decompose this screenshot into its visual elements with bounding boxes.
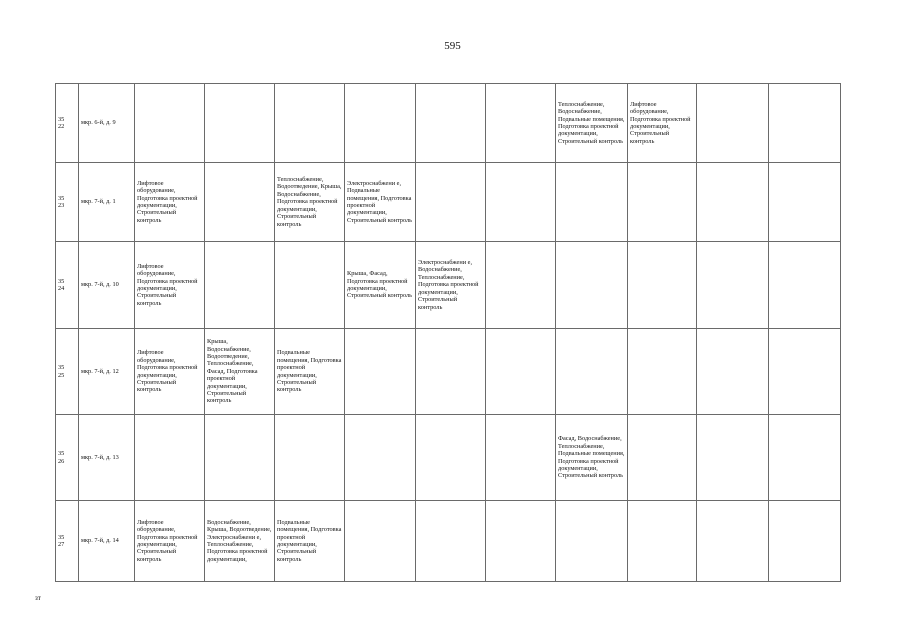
work-type-cell — [628, 163, 697, 242]
work-type-cell: Крыша, Водоснабжение, Водоотведение, Теплоснабжение, Фасад, Подготовка проектной документации, Строительный контроль — [205, 329, 275, 415]
work-type-cell — [345, 84, 416, 163]
work-type-cell — [205, 415, 275, 501]
row-number-cell — [56, 501, 79, 582]
work-type-cell: Лифтовое оборудование, Подготовка проектной документации, Строительный контроль — [135, 163, 205, 242]
address-cell: мкр. 7-й, д. 10 — [79, 242, 135, 329]
work-type-cell — [205, 163, 275, 242]
work-type-cell — [205, 242, 275, 329]
row-number-part: 35 — [58, 450, 65, 458]
work-type-cell — [628, 501, 697, 582]
empty-cell — [769, 163, 841, 242]
empty-cell — [769, 242, 841, 329]
row-number-cell — [56, 329, 79, 415]
work-type-cell — [416, 163, 486, 242]
work-type-cell: Электроснабжени е, Водоснабжение, Теплоснабжение, Подготовка проектной документации, Строительный контроль — [416, 242, 486, 329]
address-cell: мкр. 6-й, д. 9 — [79, 84, 135, 163]
work-type-cell — [135, 415, 205, 501]
work-type-cell — [628, 415, 697, 501]
row-number-cell — [56, 84, 79, 163]
row-number-part: 35 — [58, 277, 65, 285]
row-number-part: 26 — [58, 457, 65, 465]
table-row — [56, 84, 841, 163]
work-type-cell — [345, 329, 416, 415]
address-cell: мкр. 7-й, д. 1 — [79, 163, 135, 242]
work-type-cell — [486, 501, 556, 582]
table-row — [56, 242, 841, 329]
table-row — [56, 163, 841, 242]
work-type-cell — [486, 163, 556, 242]
work-type-cell: Теплоснабжение, Водоотведение, Крыша, Водоснабжение, Подготовка проектной документации, Строительный контроль — [275, 163, 345, 242]
work-type-cell — [416, 415, 486, 501]
row-number-part: 24 — [58, 285, 65, 292]
work-type-cell — [205, 84, 275, 163]
work-type-cell — [556, 163, 628, 242]
work-type-cell — [275, 415, 345, 501]
empty-cell — [697, 329, 769, 415]
row-number-part: 23 — [58, 202, 65, 209]
address-cell: мкр. 7-й, д. 14 — [79, 501, 135, 582]
work-type-cell: Фасад, Водоснабжение, Теплоснабжение, Подвальные помещения, Подготовка проектной документации, Строительный контроль — [556, 415, 628, 501]
empty-cell — [697, 84, 769, 163]
empty-cell — [697, 415, 769, 501]
row-number-part: 27 — [58, 541, 65, 548]
work-type-cell: Лифтовое оборудование, Подготовка проектной документации, Строительный контроль — [135, 501, 205, 582]
work-type-cell — [628, 329, 697, 415]
work-type-cell — [345, 415, 416, 501]
work-type-cell — [486, 415, 556, 501]
table-row — [56, 329, 841, 415]
empty-cell — [769, 329, 841, 415]
row-number-part: 35 — [58, 194, 65, 202]
empty-cell — [769, 415, 841, 501]
address-cell: мкр. 7-й, д. 13 — [79, 415, 135, 501]
row-number-cell — [56, 163, 79, 242]
work-type-cell — [345, 501, 416, 582]
work-type-cell: Лифтовое оборудование, Подготовка проектной документации, Строительный контроль — [628, 84, 697, 163]
work-type-cell: Электроснабжени е, Подвальные помещения, Подготовка проектной документации, Строительный контроль — [345, 163, 416, 242]
table-row — [56, 501, 841, 582]
table-row — [56, 415, 841, 501]
work-type-cell: Крыша, Фасад, Подготовка проектной документации, Строительный контроль — [345, 242, 416, 329]
work-type-cell — [556, 329, 628, 415]
work-type-cell — [275, 84, 345, 163]
work-type-cell — [135, 84, 205, 163]
work-type-cell — [416, 329, 486, 415]
empty-cell — [697, 501, 769, 582]
work-type-cell — [416, 84, 486, 163]
work-type-cell: Подвальные помещения, Подготовка проектной документации, Строительный контроль — [275, 501, 345, 582]
work-type-cell — [416, 501, 486, 582]
repair-schedule-table — [55, 83, 841, 582]
row-number-cell — [56, 415, 79, 501]
empty-cell — [769, 84, 841, 163]
empty-cell — [697, 163, 769, 242]
work-type-cell: Водоснабжение, Крыша, Водоотведение, Электроснабжени е, Теплоснабжение, Подготовка проектной документации, — [205, 501, 275, 582]
work-type-cell: Лифтовое оборудование, Подготовка проектной документации, Строительный контроль — [135, 329, 205, 415]
work-type-cell — [556, 242, 628, 329]
work-type-cell: Теплоснабжение, Водоснабжение, Подвальные помещения, Подготовка проектной документации, Строительный контроль — [556, 84, 628, 163]
row-number-cell — [56, 242, 79, 329]
row-number-part: 35 — [58, 115, 65, 123]
work-type-cell — [275, 242, 345, 329]
work-type-cell — [486, 242, 556, 329]
work-type-cell: Подвальные помещения, Подготовка проектной документации, Строительный контроль — [275, 329, 345, 415]
work-type-cell — [486, 84, 556, 163]
work-type-cell — [486, 329, 556, 415]
row-number-part: 22 — [58, 123, 65, 130]
footer-mark: зт — [35, 594, 41, 602]
row-number-part: 35 — [58, 364, 65, 372]
empty-cell — [769, 501, 841, 582]
empty-cell — [697, 242, 769, 329]
row-number-part: 25 — [58, 371, 65, 379]
work-type-cell: Лифтовое оборудование, Подготовка проектной документации, Строительный контроль — [135, 242, 205, 329]
row-number-part: 35 — [58, 533, 65, 541]
work-type-cell — [628, 242, 697, 329]
work-type-cell — [556, 501, 628, 582]
page-number: 595 — [444, 40, 461, 52]
address-cell: мкр. 7-й, д. 12 — [79, 329, 135, 415]
